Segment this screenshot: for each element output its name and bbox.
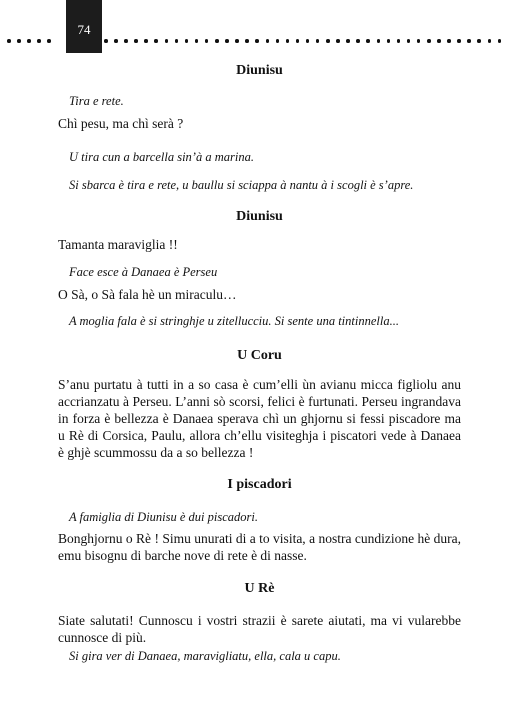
rule-dot bbox=[225, 39, 229, 43]
rule-dot bbox=[165, 39, 169, 43]
page-number-box bbox=[66, 0, 102, 53]
rule-dot bbox=[134, 39, 138, 43]
dialogue-paragraph: S’anu purtatu à tutti in a so casa è cum’elli ùn avianu micca figliolu anu accrianzatu à Perseu. L’anni sò scorsi, felici è furtunati. Perseu ingrandava in forza è bellezza è Danaea sperava chì un ghjornu si fessi piscadore ma u Rè di Corsica, Paulu, allora ch’ellu visiteghja i piscatori vede à Danaea è ghjè scummossu da a so bellezza ! bbox=[58, 377, 461, 460]
rule-dot bbox=[377, 39, 381, 43]
rule-dot bbox=[255, 39, 259, 43]
dialogue-line: Tamanta maraviglia !! bbox=[58, 237, 178, 252]
rule-dot bbox=[417, 39, 421, 43]
dialogue-paragraph: Bonghjornu o Rè ! Simu unurati di a to visita, a nostra cundizione hè dura, emu bisognu di barche nove di rete è di nasse. bbox=[58, 531, 461, 563]
rule-dot bbox=[286, 39, 290, 43]
rule-dot bbox=[397, 39, 401, 43]
rule-dot bbox=[27, 39, 31, 43]
stage-direction: Si gira ver di Danaea, maravigliatu, ella, cala u capu. bbox=[69, 649, 341, 663]
rule-dot bbox=[447, 39, 451, 43]
rule-dot bbox=[467, 39, 471, 43]
stage-direction: Tira e rete. bbox=[69, 94, 124, 108]
dotted-rule-left bbox=[7, 38, 65, 44]
rule-dot bbox=[245, 39, 249, 43]
rule-dot bbox=[215, 39, 219, 43]
rule-dot bbox=[144, 39, 148, 43]
rule-dot bbox=[17, 39, 21, 43]
rule-dot bbox=[175, 39, 179, 43]
rule-dot bbox=[235, 39, 239, 43]
stage-direction: Si sbarca è tira e rete, u baullu si sciappa à nantu à i scogli è s’apre. bbox=[69, 178, 414, 192]
rule-dot bbox=[205, 39, 209, 43]
rule-dot bbox=[387, 39, 391, 43]
speaker-heading: Diunisu bbox=[236, 63, 283, 78]
rule-dot bbox=[306, 39, 310, 43]
rule-dot bbox=[185, 39, 189, 43]
rule-dot bbox=[47, 39, 51, 43]
rule-dot bbox=[498, 39, 502, 43]
stage-direction: Face esce à Danaea è Perseu bbox=[69, 265, 218, 279]
rule-dot bbox=[356, 39, 360, 43]
rule-dot bbox=[346, 39, 350, 43]
rule-dot bbox=[407, 39, 411, 43]
rule-dot bbox=[437, 39, 441, 43]
rule-dot bbox=[366, 39, 370, 43]
speaker-heading: U Coru bbox=[237, 348, 282, 363]
rule-dot bbox=[336, 39, 340, 43]
rule-dot bbox=[276, 39, 280, 43]
rule-dot bbox=[296, 39, 300, 43]
rule-dot bbox=[477, 39, 481, 43]
rule-dot bbox=[488, 39, 492, 43]
rule-dot bbox=[326, 39, 330, 43]
page-number: 74 bbox=[77, 22, 91, 37]
speaker-heading: Diunisu bbox=[236, 209, 283, 224]
rule-dot bbox=[7, 39, 11, 43]
dialogue-line: O Sà, o Sà fala hè un miraculu… bbox=[58, 287, 237, 302]
rule-dot bbox=[154, 39, 158, 43]
rule-dot bbox=[195, 39, 199, 43]
dotted-rule-right bbox=[104, 38, 516, 44]
stage-direction: U tira cun a barcella sin’à a marina. bbox=[69, 150, 254, 164]
stage-direction: A moglia fala è si stringhje u zitellucciu. Si sente una tintinnella... bbox=[69, 314, 399, 328]
dialogue-paragraph: Siate salutati! Cunnoscu i vostri strazii è sarete aiutati, ma vi vularebbe cunnosce di più. bbox=[58, 613, 461, 645]
rule-dot bbox=[114, 39, 118, 43]
speaker-heading: U Rè bbox=[244, 581, 275, 596]
speaker-heading: I piscadori bbox=[227, 477, 292, 492]
stage-direction: A famiglia di Diunisu è dui piscadori. bbox=[69, 510, 259, 524]
rule-dot bbox=[316, 39, 320, 43]
rule-dot bbox=[457, 39, 461, 43]
rule-dot bbox=[266, 39, 270, 43]
rule-dot bbox=[124, 39, 128, 43]
dialogue-line: Chì pesu, ma chì serà ? bbox=[58, 116, 184, 131]
rule-dot bbox=[104, 39, 108, 43]
rule-dot bbox=[37, 39, 41, 43]
rule-dot bbox=[427, 39, 431, 43]
